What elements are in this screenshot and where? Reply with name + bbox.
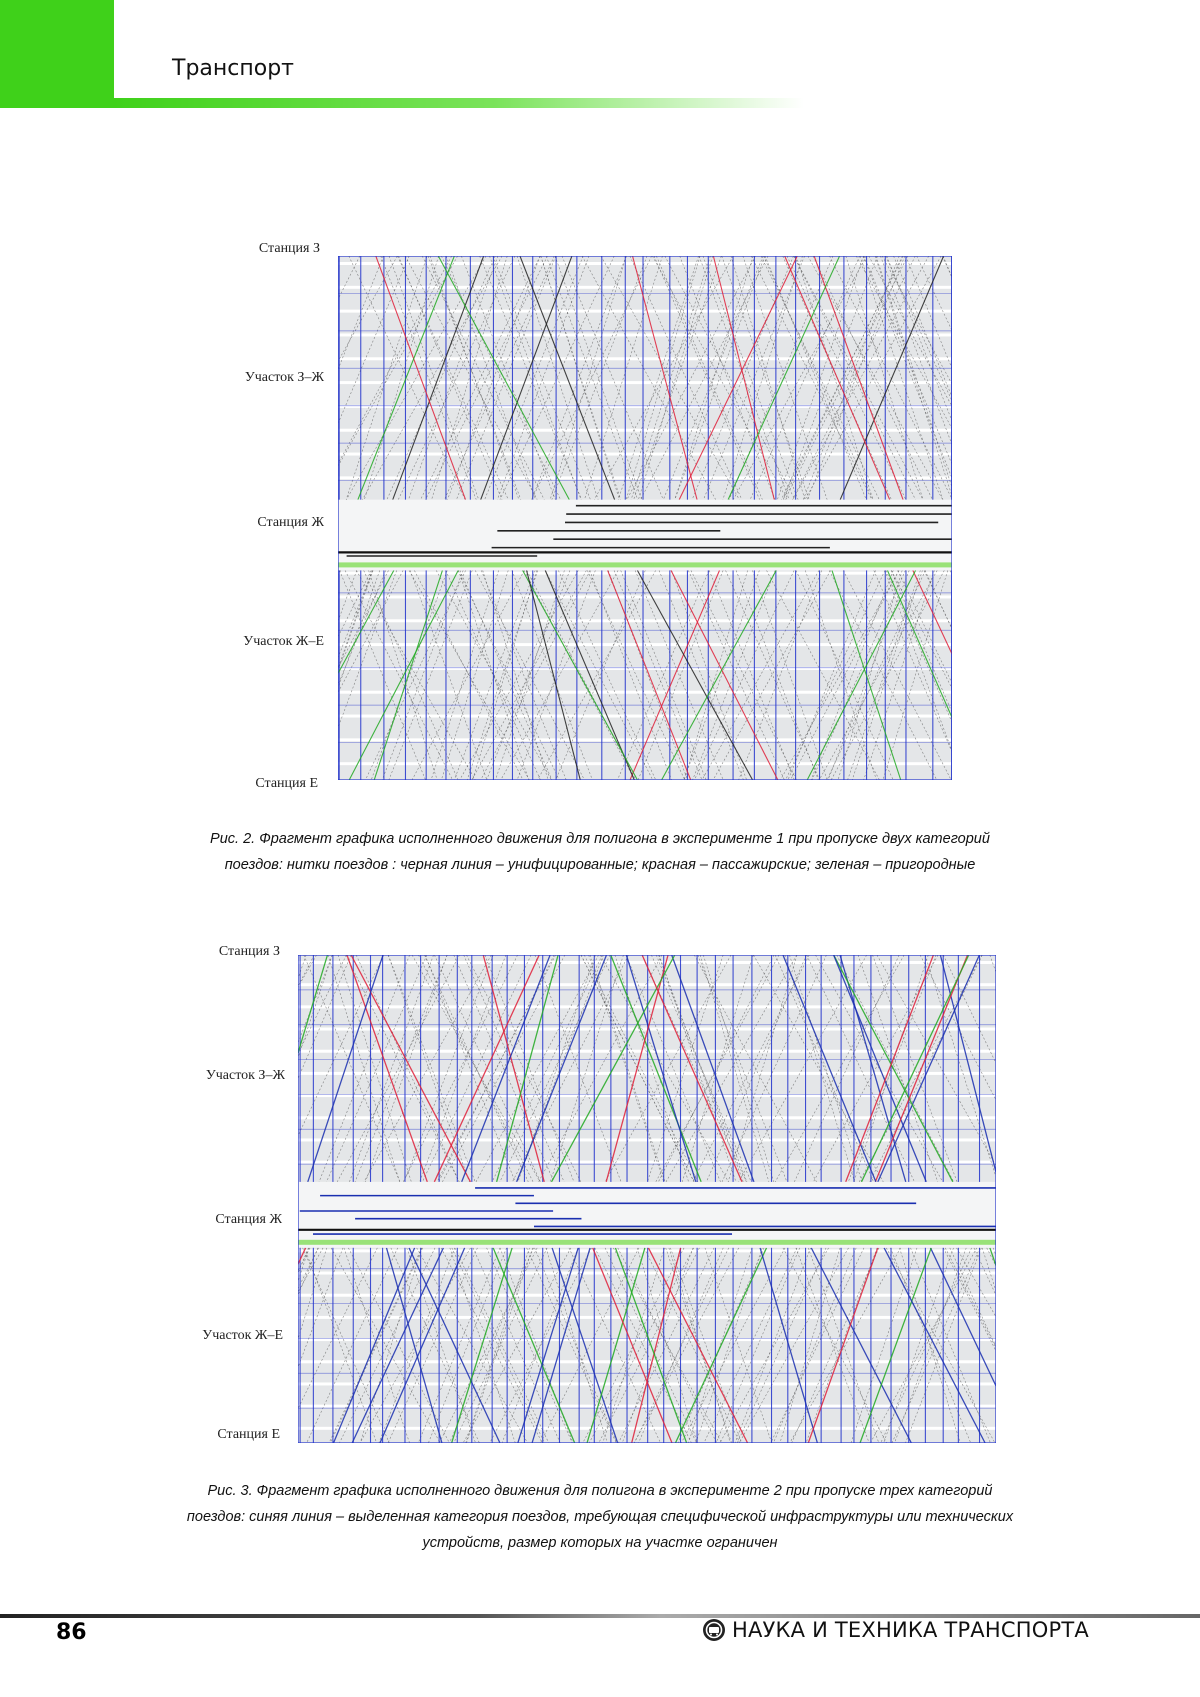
figure-2 — [0, 230, 1200, 790]
station-label-zh: Станция Ж — [215, 1212, 282, 1227]
graph-band — [338, 572, 952, 575]
graph-band — [338, 357, 952, 360]
station-label-zh: Станция Ж — [257, 515, 324, 530]
train-graph-1 — [338, 256, 952, 780]
section-label-zh-e: Участок Ж–Е — [202, 1328, 283, 1343]
figure-3-caption-line-3: устройств, размер которых на участке ограничен — [422, 1535, 778, 1551]
section-title: Транспорт — [172, 56, 294, 81]
station-track-green — [298, 1240, 996, 1245]
station-label-z: Станция З — [258, 241, 320, 256]
station-zone — [338, 500, 952, 571]
journal-brand — [702, 1618, 1089, 1642]
figure-3 — [0, 940, 1200, 1460]
journal-name: НАУКА И ТЕХНИКА ТРАНСПОРТА — [732, 1618, 1089, 1642]
journal-logo-icon — [702, 1618, 726, 1642]
graph-band — [338, 262, 952, 265]
graph-band — [338, 738, 952, 741]
station-zone — [298, 1182, 996, 1248]
figure-3-caption-line-2: поездов: синяя линия – выделенная категория поездов, требующая специфической инфраструктуры или технических — [186, 1509, 1014, 1525]
graph-band — [338, 619, 952, 622]
figure-2-caption-line-2: поездов: нитки поездов : черная линия – унифицированные; красная – пассажирские; зеленая – пригородные — [224, 857, 976, 873]
station-label-e: Станция Е — [217, 1427, 280, 1442]
graph-band — [338, 691, 952, 694]
section-label-z-zh: Участок З–Ж — [244, 370, 324, 385]
header-green-bar — [114, 98, 804, 108]
station-label-z: Станция З — [218, 944, 280, 959]
section-label-z-zh: Участок З–Ж — [205, 1068, 285, 1083]
header-green-block — [0, 0, 114, 108]
figure-3-caption — [120, 1478, 1080, 1556]
graph-band — [338, 667, 952, 670]
figure-3-caption-line-1: Рис. 3. Фрагмент графика исполненного движения для полигона в эксперименте 2 при пропуске трех категорий — [207, 1483, 993, 1499]
graph-band — [338, 286, 952, 289]
section-label-zh-e: Участок Ж–Е — [243, 634, 324, 649]
graph-band — [338, 405, 952, 408]
station-label-e: Станция Е — [255, 776, 318, 791]
page-number: 86 — [56, 1620, 87, 1645]
train-graph-2 — [298, 955, 996, 1443]
figure-2-caption — [120, 826, 1080, 878]
graph-band — [338, 595, 952, 598]
station-track-green — [338, 562, 952, 567]
figure-2-caption-line-1: Рис. 2. Фрагмент графика исполненного движения для полигона в эксперименте 1 при пропуске двух категорий — [210, 831, 990, 847]
